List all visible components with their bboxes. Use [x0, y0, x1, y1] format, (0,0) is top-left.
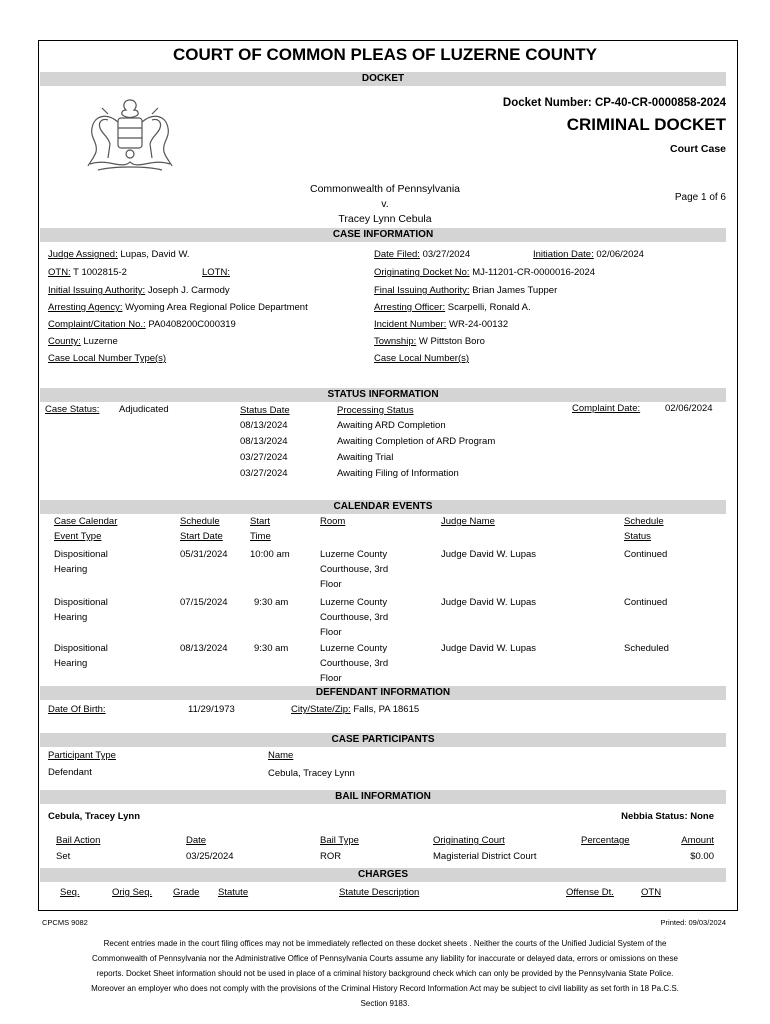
calendar-room: Luzerne County: [320, 643, 388, 654]
col-schedule-status-line2: Status: [624, 531, 651, 542]
township-label: Township:: [374, 336, 417, 347]
bail-person-name: Cebula, Tracey Lynn: [48, 811, 141, 822]
arresting-agency-label: Arresting Agency:: [48, 302, 123, 313]
calendar-start-date: 05/31/2024: [180, 549, 228, 560]
participant-name-value: Cebula, Tracey Lynn: [268, 768, 355, 779]
charges-col-description: Statute Description: [339, 887, 420, 898]
calendar-start-time: 9:30 am: [254, 597, 289, 608]
calendar-room: Floor: [320, 579, 342, 590]
col-event-type-line2: Event Type: [54, 531, 102, 542]
calendar-status: Continued: [624, 549, 668, 560]
defendant-information-title: DEFENDANT INFORMATION: [315, 687, 451, 698]
case-participants-bar: [40, 733, 726, 747]
otn-value: T 1002815-2: [73, 267, 127, 278]
col-schedule-line1: Schedule: [180, 516, 220, 527]
calendar-room: Luzerne County: [320, 597, 388, 608]
case-status-value: Adjudicated: [119, 404, 169, 415]
bail-col-date: Date: [186, 835, 207, 846]
calendar-start-date: 08/13/2024: [180, 643, 228, 654]
arresting-officer-label: Arresting Officer:: [374, 302, 446, 313]
calendar-room: Courthouse, 3rd: [320, 564, 389, 575]
calendar-room: Floor: [320, 673, 342, 684]
date-of-birth-label: Date Of Birth:: [48, 704, 106, 715]
col-judge-name: Judge Name: [441, 516, 495, 527]
arresting-agency: [48, 302, 308, 313]
township: [374, 336, 485, 347]
case-local-number-type-label: Case Local Number Type(s): [48, 353, 167, 364]
complaint-date-value: 02/06/2024: [665, 403, 713, 414]
incident-number: [374, 319, 508, 330]
otn-label: OTN:: [48, 267, 71, 278]
case-local-number-label: Case Local Number(s): [374, 353, 470, 364]
col-schedule-line2: Start Date: [180, 531, 223, 542]
calendar-judge: Judge David W. Lupas: [441, 597, 537, 608]
charges-col-offense-date: Offense Dt.: [566, 887, 614, 898]
charges-col-grade: Grade: [173, 887, 200, 898]
charges-bar: [40, 868, 726, 882]
case-participants-title: CASE PARTICIPANTS: [331, 734, 435, 745]
calendar-judge: Judge David W. Lupas: [441, 549, 537, 560]
court-title: COURT OF COMMON PLEAS OF LUZERNE COUNTY: [172, 45, 598, 64]
date-of-birth-value: 11/29/1973: [188, 704, 235, 715]
case-information-title: CASE INFORMATION: [332, 229, 434, 240]
arresting-officer: [374, 302, 531, 313]
county-label: County:: [48, 336, 81, 347]
calendar-events-bar: [40, 500, 726, 514]
status-row-date: 03/27/2024: [240, 452, 288, 463]
bail-amount-value: $0.00: [690, 851, 714, 862]
status-row-text: Awaiting Filing of Information: [337, 468, 459, 479]
bail-col-percentage: Percentage: [581, 835, 630, 846]
participant-type-header: Participant Type: [48, 750, 116, 761]
date-filed-value: 03/27/2024: [422, 249, 471, 260]
final-issuing-value: Brian James Tupper: [472, 285, 558, 296]
charges-col-otn: OTN: [641, 887, 662, 898]
initiation-date-label: Initiation Date:: [533, 249, 594, 260]
county: [48, 336, 118, 347]
initial-issuing-label: Initial Issuing Authority:: [48, 285, 146, 296]
date-filed-label: Date Filed:: [374, 249, 420, 260]
status-row-date: 08/13/2024: [240, 420, 288, 431]
caption-defendant: Tracey Lynn Cebula: [338, 213, 432, 225]
status-row-date: 03/27/2024: [240, 468, 288, 479]
status-row-text: Awaiting Completion of ARD Program: [337, 436, 496, 447]
bail-col-type: Bail Type: [320, 835, 359, 846]
calendar-status: Scheduled: [624, 643, 669, 654]
calendar-room: Courthouse, 3rd: [320, 612, 389, 623]
nebbia-status: Nebbia Status: None: [621, 811, 714, 822]
otn: [48, 267, 127, 278]
participant-type-value: Defendant: [48, 767, 92, 778]
complaint-citation: [48, 319, 236, 330]
case-status-label: Case Status:: [45, 404, 100, 415]
defendant-information-bar: [40, 686, 726, 700]
initial-issuing-value: Joseph J. Carmody: [147, 285, 230, 296]
lotn-label: LOTN:: [202, 267, 230, 278]
docket-bar-label: DOCKET: [361, 73, 405, 84]
originating-docket-value: MJ-11201-CR-0000016-2024: [472, 267, 596, 278]
calendar-event-type: Dispositional: [54, 643, 108, 654]
calendar-event-type: Hearing: [54, 564, 88, 575]
bail-type-value: ROR: [320, 851, 342, 862]
docket-type: CRIMINAL DOCKET: [566, 115, 726, 134]
pennsylvania-seal-icon: [78, 92, 182, 176]
incident-number-label: Incident Number:: [374, 319, 447, 330]
calendar-event-type: Hearing: [54, 612, 88, 623]
township-value: W Pittston Boro: [418, 336, 485, 347]
arresting-officer-value: Scarpelli, Ronald A.: [447, 302, 531, 313]
participant-name-header: Name: [268, 750, 294, 761]
charges-col-statute: Statute: [218, 887, 249, 898]
charges-col-orig-seq: Orig Seq.: [112, 887, 153, 898]
processing-status-header: Processing Status: [337, 405, 414, 416]
charges-title: CHARGES: [357, 869, 408, 880]
bail-action-value: Set: [56, 851, 71, 862]
county-value: Luzerne: [83, 336, 118, 347]
col-event-type-line1: Case Calendar: [54, 516, 118, 527]
status-row-text: Awaiting ARD Completion: [337, 420, 446, 431]
city-state-zip-label: City/State/Zip:: [291, 704, 351, 715]
calendar-status: Continued: [624, 597, 668, 608]
status-information-title: STATUS INFORMATION: [327, 389, 439, 400]
city-state-zip-value: Falls, PA 18615: [353, 704, 420, 715]
form-id: CPCMS 9082: [42, 918, 88, 927]
judge-assigned-label: Judge Assigned:: [48, 249, 118, 260]
status-row-text: Awaiting Trial: [337, 452, 394, 463]
judge-assigned-value: Lupas, David W.: [120, 249, 190, 260]
disclaimer-note: Recent entries made in the court filing offices may not be immediately reflected on these docket sheets . Neither the courts of the Unified Judicial System of the Commonwealth of Pennsylvania nor the Administrative Office of Pennsylvania Courts assume any liability for inaccurate or delayed data, errors or omissions on these reports. Docket Sheet information should not be used in place of a criminal history background check which can only be provided by the Pennsylvania State Police. Moreover an employer who does not comply with the provisions of the Criminal History Record Information Act may be subject to civil liability as set forth in 18 Pa.C.S. Section 9183.: [91, 939, 679, 1008]
case-kind: Court Case: [669, 143, 726, 155]
bail-date-value: 03/25/2024: [186, 851, 234, 862]
calendar-start-time: 9:30 am: [254, 643, 289, 654]
bail-col-court: Originating Court: [433, 835, 505, 846]
col-schedule-status-line1: Schedule: [624, 516, 664, 527]
printed-date: Printed: 09/03/2024: [660, 918, 726, 927]
initiation-date: [533, 249, 644, 260]
charges-col-seq: Seq.: [60, 887, 80, 898]
bail-information-title: BAIL INFORMATION: [335, 791, 431, 802]
status-row-date: 08/13/2024: [240, 436, 288, 447]
calendar-start-date: 07/15/2024: [180, 597, 228, 608]
initiation-date-value: 02/06/2024: [596, 249, 644, 260]
status-information-bar: [40, 388, 726, 402]
originating-docket: [374, 267, 595, 278]
col-start-line2: Time: [250, 531, 271, 542]
calendar-event-type: Hearing: [54, 658, 88, 669]
calendar-start-time: 10:00 am: [250, 549, 290, 560]
calendar-room: Luzerne County: [320, 549, 388, 560]
complaint-citation-label: Complaint/Citation No.:: [48, 319, 146, 330]
calendar-judge: Judge David W. Lupas: [441, 643, 537, 654]
page-info: Page 1 of 6: [674, 192, 726, 203]
caption-plaintiff: Commonwealth of Pennsylvania: [310, 183, 460, 195]
status-date-header: Status Date: [240, 405, 290, 416]
caption-versus: v.: [381, 198, 389, 210]
incident-number-value: WR-24-00132: [448, 319, 509, 330]
final-issuing-authority: [374, 285, 557, 296]
col-room: Room: [320, 516, 346, 527]
bail-col-action: Bail Action: [56, 835, 101, 846]
calendar-room: Courthouse, 3rd: [320, 658, 389, 669]
bail-information-bar: [40, 790, 726, 804]
complaint-date-label: Complaint Date:: [572, 403, 641, 414]
initial-issuing-authority: [48, 285, 230, 296]
calendar-event-type: Dispositional: [54, 549, 108, 560]
arresting-agency-value: Wyoming Area Regional Police Department: [125, 302, 308, 313]
docket-bar: [40, 72, 726, 86]
bail-court-value: Magisterial District Court: [433, 851, 537, 862]
complaint-citation-value: PA0408200C000319: [148, 319, 236, 330]
originating-docket-label: Originating Docket No:: [374, 267, 470, 278]
city-state-zip: [291, 704, 419, 715]
date-filed: [374, 249, 470, 260]
bail-col-amount: Amount: [681, 835, 714, 846]
case-information-bar: [40, 228, 726, 242]
calendar-event-type: Dispositional: [54, 597, 108, 608]
final-issuing-label: Final Issuing Authority:: [374, 285, 470, 296]
calendar-events-title: CALENDAR EVENTS: [333, 501, 433, 512]
docket-number: Docket Number: CP-40-CR-0000858-2024: [502, 97, 726, 109]
judge-assigned: [48, 249, 190, 260]
col-start-line1: Start: [250, 516, 271, 527]
calendar-room: Floor: [320, 627, 342, 638]
